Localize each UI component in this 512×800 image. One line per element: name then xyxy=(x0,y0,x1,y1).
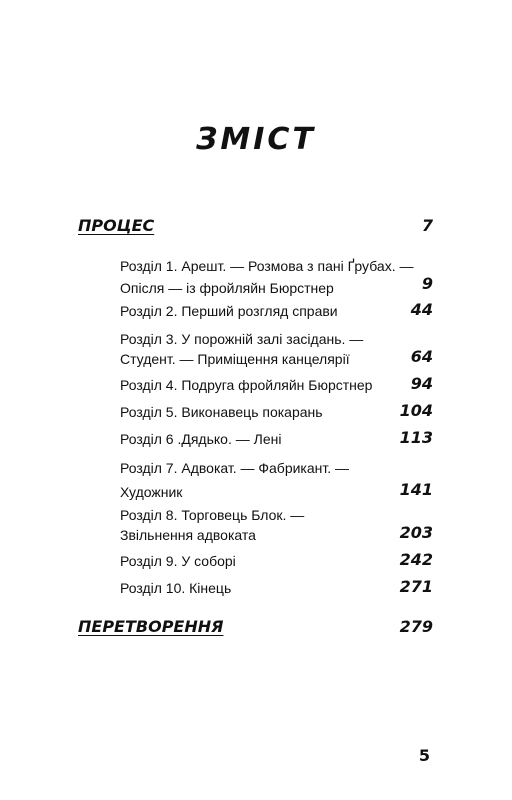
chapter-page-number: 203 xyxy=(399,523,433,542)
page-number: 5 xyxy=(418,746,430,765)
chapter-title-line: Розділ 4. Подруга фройляйн Бюрстнер xyxy=(120,377,373,393)
chapter-entry-7[interactable] xyxy=(120,460,433,500)
chapter-title-line: Розділ 2. Перший розгляд справи xyxy=(120,303,338,319)
chapter-page-number: 64 xyxy=(410,347,433,366)
chapter-page-number: 242 xyxy=(399,550,433,569)
chapter-entry-8[interactable] xyxy=(120,507,433,547)
chapter-page-number: 141 xyxy=(399,480,433,499)
chapter-title-line: Розділ 3. У порожній залі засідань. — xyxy=(120,331,364,347)
chapter-title-line: Розділ 9. У соборі xyxy=(120,553,236,569)
chapter-page-number: 271 xyxy=(399,577,433,596)
part-entry-metamorphosis[interactable] xyxy=(78,617,433,643)
chapter-page-number: 104 xyxy=(399,401,433,420)
part-entry-process[interactable] xyxy=(78,216,433,242)
chapter-title-line: Розділ 8. Торговець Блок. — xyxy=(120,507,305,523)
chapter-page-number: 44 xyxy=(410,300,433,319)
part-label: ПРОЦЕС xyxy=(78,216,155,235)
chapter-entry-5[interactable] xyxy=(120,401,433,424)
chapter-title-line: Розділ 5. Виконавець покарань xyxy=(120,404,323,420)
part-page-number: 7 xyxy=(421,216,433,235)
chapter-page-number: 94 xyxy=(410,374,433,393)
chapter-entry-10[interactable] xyxy=(120,577,433,600)
chapter-title-line: Розділ 7. Адвокат. — Фабрикант. — xyxy=(120,460,350,476)
chapter-entry-1[interactable] xyxy=(120,258,433,298)
chapter-title-line: Розділ 6 .Дядько. — Лені xyxy=(120,431,282,447)
chapter-page-number: 113 xyxy=(399,428,433,447)
chapter-entry-9[interactable] xyxy=(120,550,433,573)
chapter-title-line: Художник xyxy=(120,484,183,500)
part-page-number: 279 xyxy=(399,617,433,636)
toc-title: ЗМІСТ xyxy=(196,122,316,157)
chapter-entry-6[interactable] xyxy=(120,428,433,451)
chapter-title-line: Розділ 1. Арешт. — Розмова з пані Ґрубах. — xyxy=(120,258,414,274)
chapter-entry-4[interactable] xyxy=(120,374,433,397)
chapter-entry-2[interactable] xyxy=(120,300,433,323)
part-label: ПЕРЕТВОРЕННЯ xyxy=(78,617,224,636)
chapter-page-number: 9 xyxy=(421,274,433,293)
chapter-title-line: Звільнення адвоката xyxy=(120,527,256,543)
chapter-title-line: Розділ 10. Кінець xyxy=(120,580,232,596)
chapter-entry-3[interactable] xyxy=(120,331,433,371)
chapter-title-line: Опісля — із фройляйн Бюрстнер xyxy=(120,280,334,296)
chapter-title-line: Студент. — Приміщення канцелярії xyxy=(120,351,350,367)
